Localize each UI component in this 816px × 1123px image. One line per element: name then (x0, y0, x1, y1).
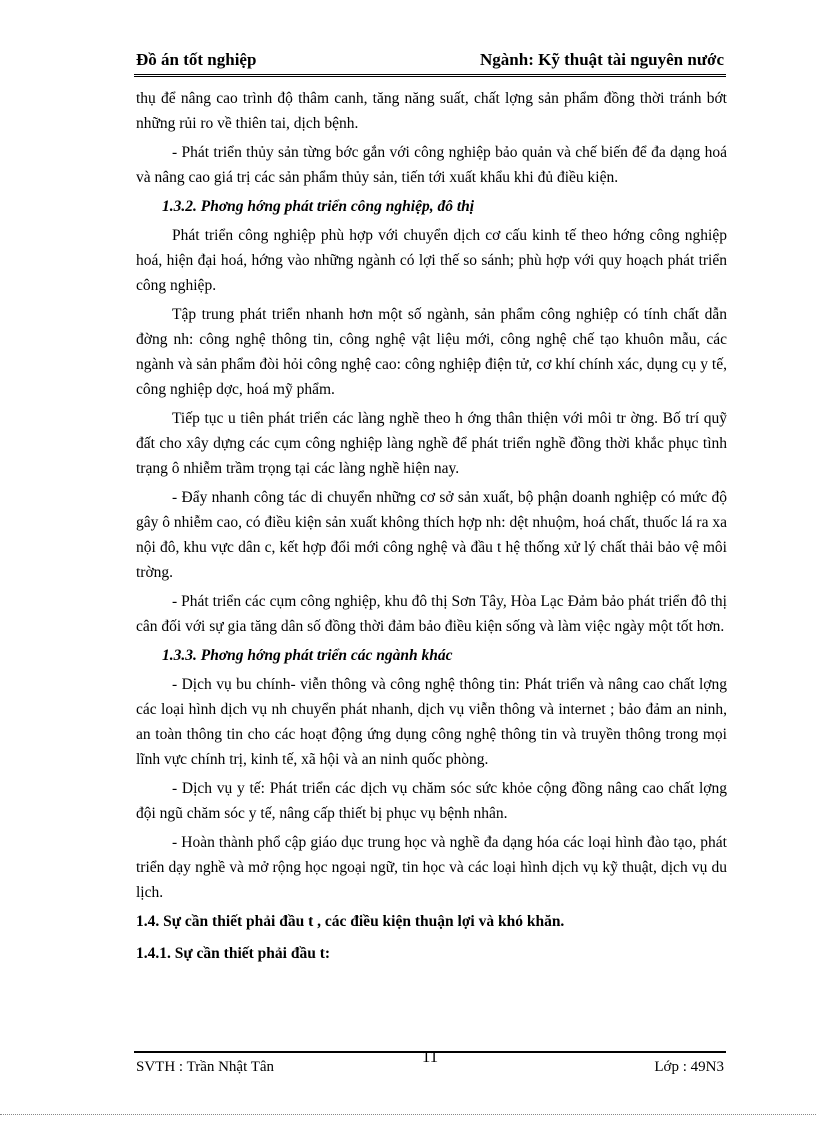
paragraph: - Đẩy nhanh công tác di chuyển những cơ sở sản xuất, bộ phận doanh nghiệp có mức độ gây ô nhiễm cao, có điều kiện sản xuất không thích hợp nh: dệt nhuộm, hoá chất, thuốc lá ra xa nội đô, khu vực dân c, kết hợp đổi mới công nghệ và đầu t hệ thống xử lý chất thải bảo vệ môi trờng. (136, 489, 727, 581)
page-header (134, 48, 726, 77)
paragraph: - Dịch vụ y tế: Phát triển các dịch vụ chăm sóc sức khỏe cộng đồng nâng cao chất lợng đội ngũ chăm sóc y tế, nâng cấp thiết bị phục vụ bệnh nhân. (136, 780, 727, 822)
section-heading-1-3-2: 1.3.2. Phơng hớng phát triển công nghiệp, đô thị (162, 198, 475, 215)
header-title: Đồ án tốt nghiệp (136, 50, 257, 69)
section-heading-1-4: 1.4. Sự cần thiết phải đầu t , các điều kiện thuận lợi và khó khăn. (136, 913, 565, 930)
footer-student: SVTH : Trần Nhật Tân (136, 1059, 275, 1075)
footer-class: Lớp : 49N3 (654, 1059, 724, 1075)
paragraph: Tiếp tục u tiên phát triển các làng nghề theo h ớng thân thiện với môi tr ờng. Bố trí quỹ đất cho xây dựng các cụm công nghiệp làng nghề để phát triển nghề đồng thời khắc phục tình trạng ô nhiễm trầm trọng tại các làng nghề hiện nay. (136, 410, 727, 477)
section-heading-1-4-1: 1.4.1. Sự cần thiết phải đầu t: (136, 945, 331, 962)
paragraph: - Hoàn thành phổ cập giáo dục trung học và nghề đa dạng hóa các loại hình đào tạo, phát triển dạy nghề và mở rộng học ngoại ngữ, tin học và các loại hình dịch vụ kỹ thuật, dịch vụ du lịch. (136, 834, 727, 901)
paragraph: - Dịch vụ bu chính- viễn thông và công nghệ thông tin: Phát triển và nâng cao chất lợng các loại hình dịch vụ nh chuyển phát nhanh, dịch vụ viễn thông và internet ; bảo đảm an ninh, an toàn thông tin cho các hoạt động ứng dụng công nghệ thông tin và truyền thông trong mọi lĩnh vực chính trị, kinh tế, xã hội và an ninh quốc phòng. (136, 676, 727, 768)
page-footer (134, 1047, 726, 1083)
section-heading-1-3-3: 1.3.3. Phơng hớng phát triển các ngành khác (162, 647, 453, 664)
page-bottom-divider (0, 1114, 816, 1115)
page-number: 11 (421, 1047, 439, 1066)
document-body (136, 86, 727, 973)
paragraph: - Phát triển thủy sản từng bớc gắn với công nghiệp bảo quản và chế biến để đa dạng hoá và nâng cao giá trị các sản phẩm thủy sản, tiến tới xuất khẩu khi đủ điều kiện. (136, 144, 727, 186)
paragraph: thụ để nâng cao trình độ thâm canh, tăng năng suất, chất lợng sản phẩm đồng thời tránh bớt những rủi ro về thiên tai, dịch bệnh. (136, 90, 727, 132)
header-major: Ngành: Kỹ thuật tài nguyên nước (480, 50, 724, 69)
paragraph: Phát triển công nghiệp phù hợp với chuyển dịch cơ cấu kinh tế theo hớng công nghiệp hoá, hiện đại hoá, hớng vào những ngành có lợi thế so sánh; phù hợp với quy hoạch phát triển công nghiệp. (136, 227, 727, 294)
paragraph: Tập trung phát triển nhanh hơn một số ngành, sản phẩm công nghiệp có tính chất dẫn đờng nh: công nghệ thông tin, công nghệ vật liệu mới, công nghệ chế tạo khuôn mẫu, các ngành và sản phẩm đòi hỏi công nghệ cao: công nghiệp điện tử, cơ khí chính xác, dụng cụ y tế, công nghiệp dợc, hoá mỹ phẩm. (136, 306, 727, 398)
paragraph: - Phát triển các cụm công nghiệp, khu đô thị Sơn Tây, Hòa Lạc Đảm bảo phát triển đô thị cân đối với sự gia tăng dân số đồng thời đảm bảo điều kiện sống và làm việc ngày một tốt hơn. (136, 593, 727, 635)
